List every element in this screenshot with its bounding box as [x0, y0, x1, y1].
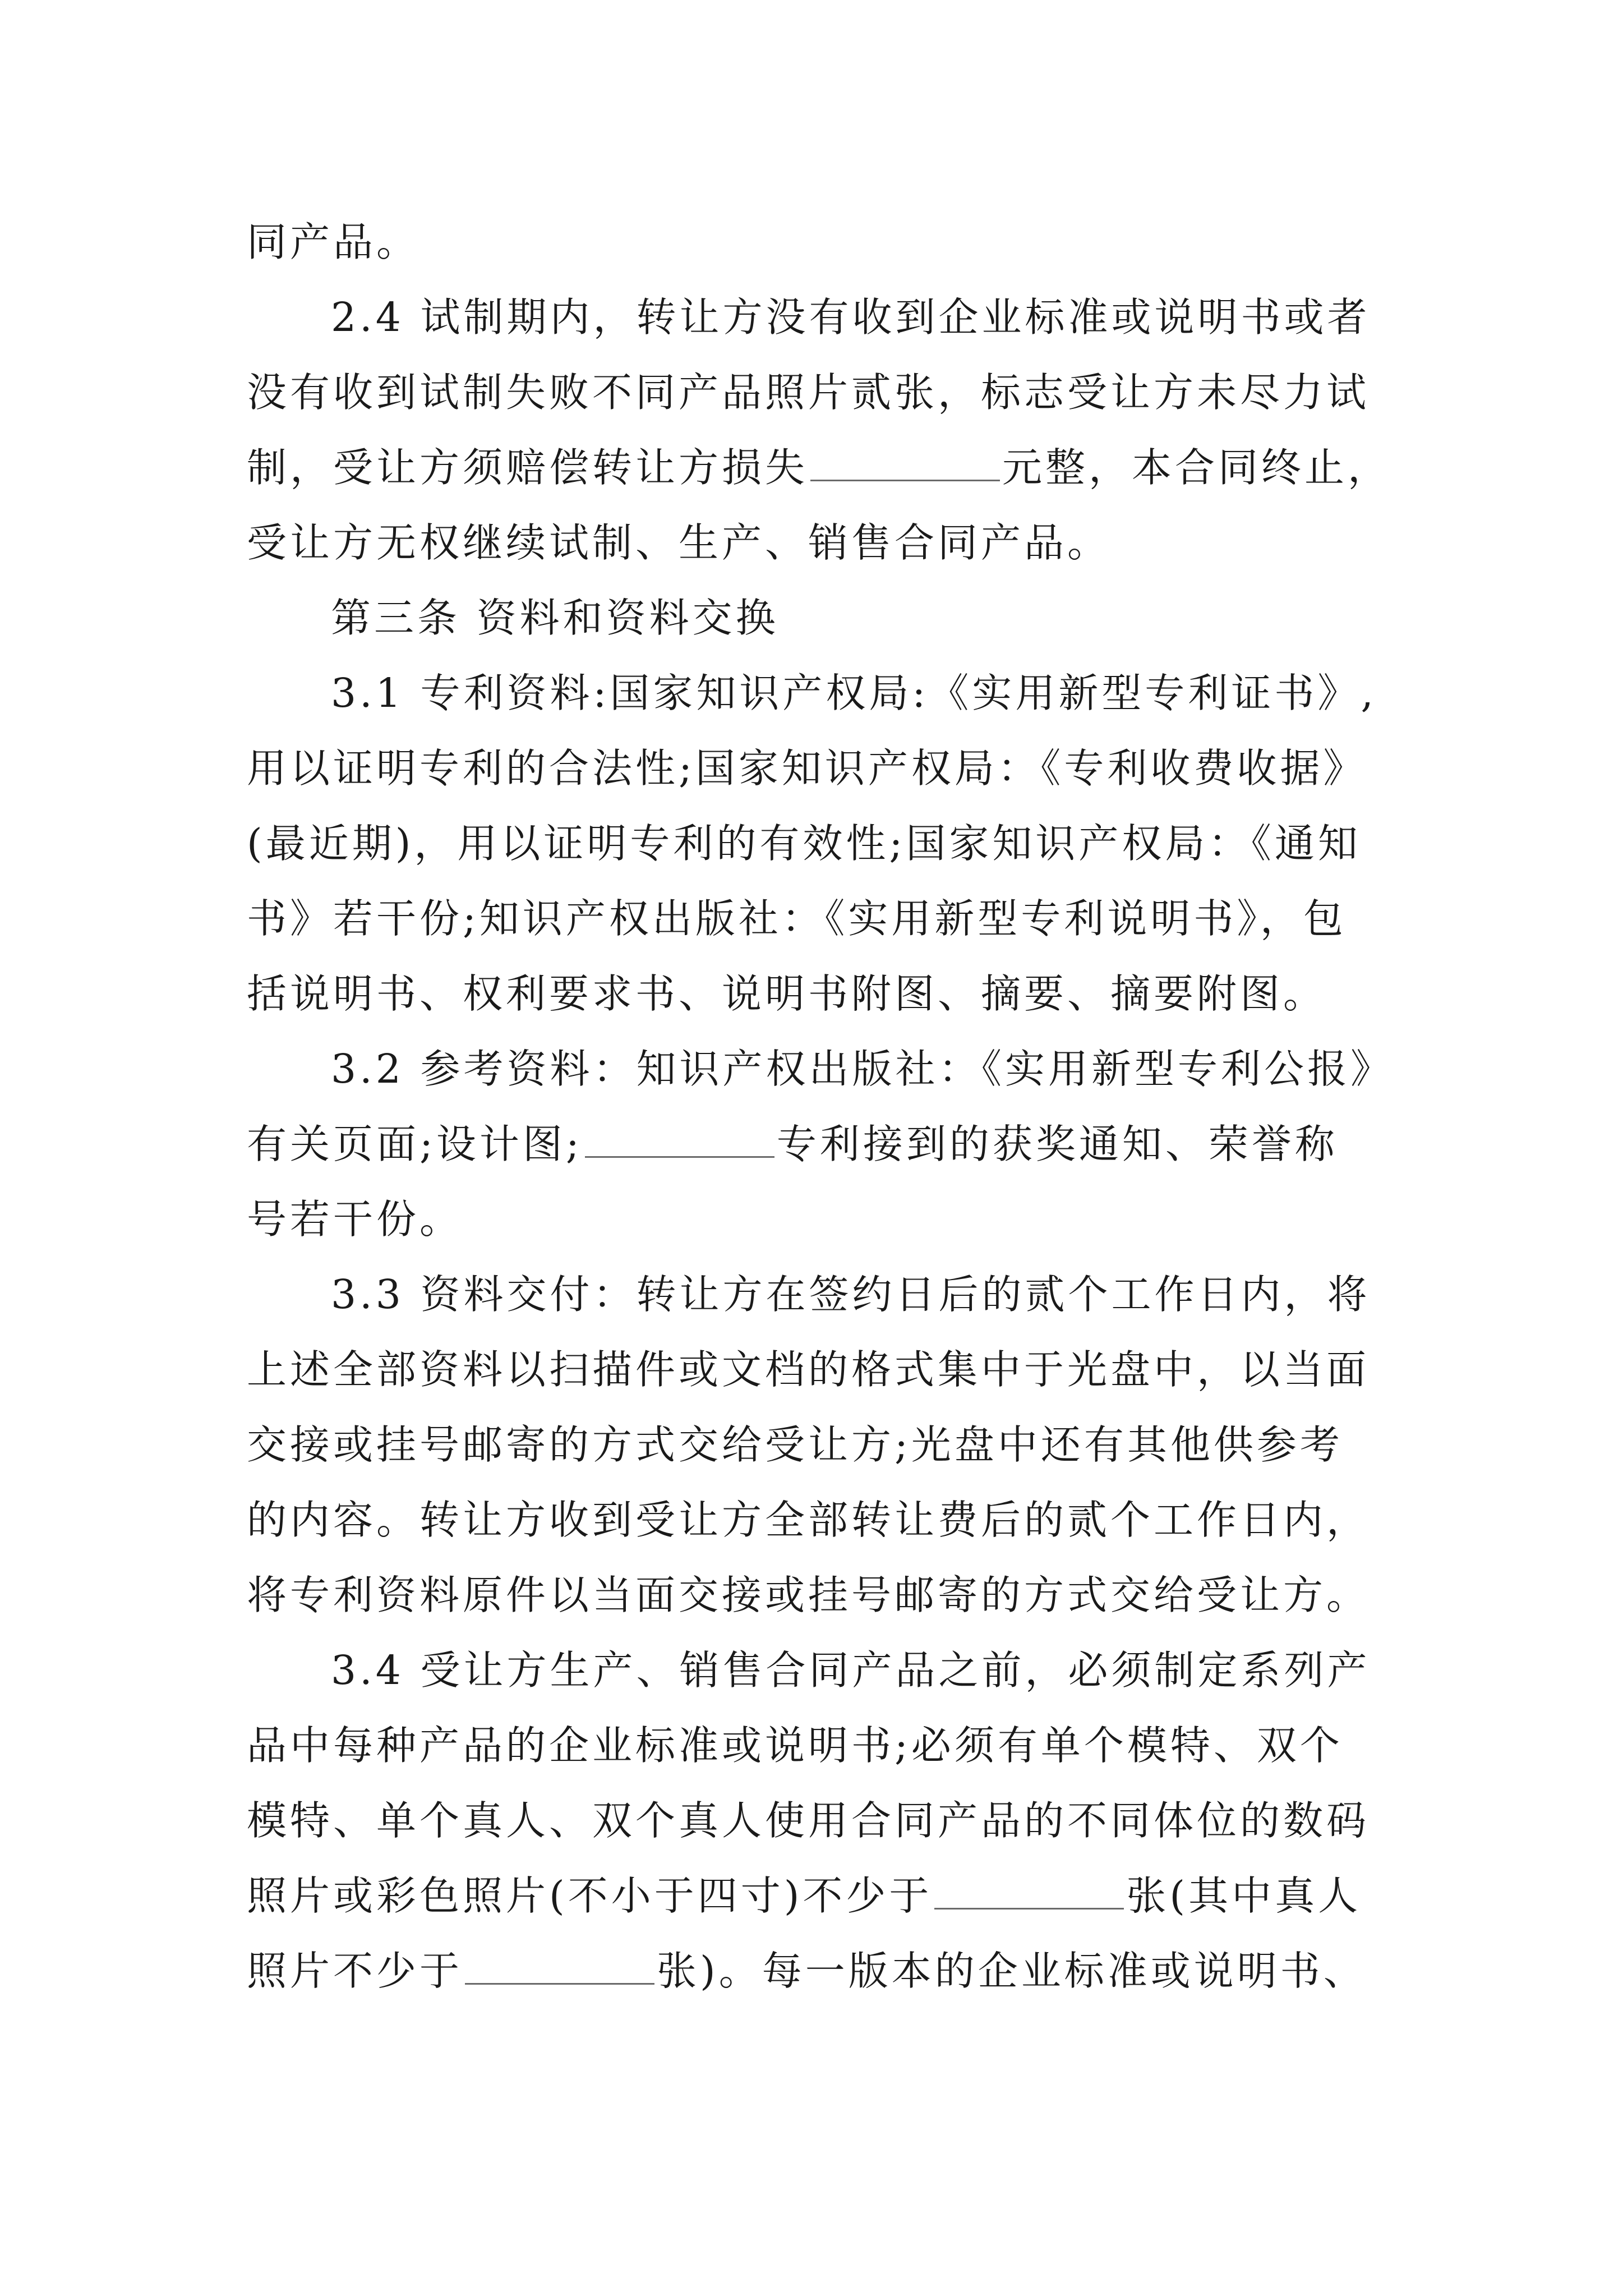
- text-fragment: 张(其中真人: [1126, 1872, 1362, 1919]
- text-fragment: 照片不少于: [247, 1948, 463, 1994]
- text-line: 将专利资料原件以当面交接或挂号邮寄的方式交给受让方。: [247, 1572, 1370, 1618]
- paragraph-3-2: 3.2 参考资料：知识产权出版社：《实用新型专利公报》: [331, 1046, 1394, 1092]
- text-line: 受让方无权继续试制、生产、销售合同产品。: [247, 519, 1111, 566]
- document-body: [247, 205, 1441, 2009]
- text-line: (最近期)，用以证明专利的有效性;国家知识产权局：《通知: [247, 820, 1361, 867]
- text-line-with-blank: [247, 430, 1441, 505]
- fill-in-blank: [465, 1949, 654, 1985]
- text-line: 括说明书、权利要求书、说明书附图、摘要、摘要附图。: [247, 970, 1327, 1017]
- paragraph-3-1: 3.1 专利资料:国家知识产权局:《实用新型专利证书》,: [331, 670, 1377, 716]
- text-fragment: 元整，本合同终止，: [1002, 444, 1391, 491]
- fill-in-blank: [810, 446, 1000, 481]
- text-line-with-blank: [247, 1107, 1441, 1182]
- paragraph-2-4: 2.4 试制期内，转让方没有收到企业标准或说明书或者: [331, 294, 1371, 341]
- paragraph-3-4: 3.4 受让方生产、销售合同产品之前，必须制定系列产: [331, 1647, 1371, 1694]
- text-line: 的内容。转让方收到受让方全部转让费后的贰个工作日内，: [247, 1497, 1370, 1543]
- fill-in-blank: [934, 1874, 1124, 1910]
- text-line: 同产品。: [247, 219, 420, 265]
- text-line-with-blank: [247, 1858, 1441, 1934]
- text-fragment: 有关页面;设计图;: [247, 1121, 583, 1167]
- text-fragment: 照片或彩色照片(不小于四寸)不少于: [247, 1872, 933, 1919]
- section-heading-article-3: 第三条 资料和资料交换: [331, 595, 779, 641]
- text-line: 书》若干份;知识产权出版社：《实用新型专利说明书》，包: [247, 895, 1347, 942]
- text-line-with-blank: [247, 1934, 1441, 2009]
- fill-in-blank: [585, 1122, 774, 1158]
- text-line: 交接或挂号邮寄的方式交给受让方;光盘中还有其他供参考: [247, 1421, 1343, 1468]
- text-line: 用以证明专利的合法性;国家知识产权局：《专利收费收据》: [247, 745, 1367, 792]
- text-fragment: 专利接到的获奖通知、荣誉称: [776, 1121, 1338, 1167]
- text-fragment: 张)。每一版本的企业标准或说明书、: [657, 1948, 1367, 1994]
- text-line: 模特、单个真人、双个真人使用合同产品的不同体位的数码: [247, 1797, 1370, 1844]
- text-line: 上述全部资料以扫描件或文档的格式集中于光盘中，以当面: [247, 1346, 1370, 1393]
- paragraph-3-3: 3.3 资料交付：转让方在签约日后的贰个工作日内，将: [331, 1271, 1371, 1318]
- text-line: 没有收到试制失败不同产品照片贰张，标志受让方未尽力试: [247, 369, 1370, 416]
- text-line: 品中每种产品的企业标准或说明书;必须有单个模特、双个: [247, 1722, 1343, 1769]
- text-line: 号若干份。: [247, 1196, 463, 1243]
- text-fragment: 制，受让方须赔偿转让方损失: [247, 444, 809, 491]
